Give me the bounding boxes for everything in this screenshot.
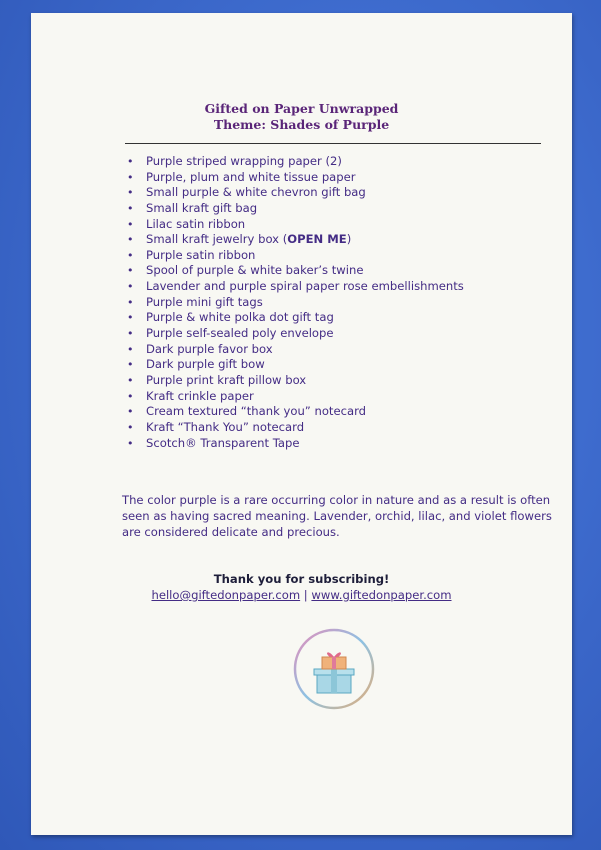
- email-link[interactable]: hello@giftedonpaper.com: [151, 588, 301, 602]
- list-item: • Kraft crinkle paper: [146, 389, 464, 405]
- list-item: • Dark purple favor box: [146, 342, 464, 358]
- list-item: • Lavender and purple spiral paper rose embellishments: [146, 279, 464, 295]
- description-paragraph: The color purple is a rare occurring color in nature and as a result is often seen as having sacred meaning. Lavender, orchid, lilac, and violet flowers are considered delicate and precious.: [122, 493, 552, 539]
- list-item-text: Small kraft jewelry box (: [146, 232, 288, 247]
- list-item: • Purple print kraft pillow box: [146, 373, 464, 389]
- list-item: • Purple mini gift tags: [146, 295, 464, 311]
- list-item: • Small kraft gift bag: [146, 201, 464, 217]
- contact-links: [31, 588, 572, 602]
- info-card: [31, 13, 572, 835]
- list-item: • Lilac satin ribbon: [146, 217, 464, 233]
- list-item: • Purple & white polka dot gift tag: [146, 310, 464, 326]
- card-title: Gifted on Paper Unwrapped: [204, 101, 399, 116]
- gift-stamp-logo: [292, 627, 376, 711]
- open-me-label: OPEN ME: [287, 232, 347, 247]
- list-item: • Purple striped wrapping paper (2): [146, 154, 464, 170]
- list-item: • Small purple & white chevron gift bag: [146, 185, 464, 201]
- card-theme: Theme: Shades of Purple: [213, 117, 390, 132]
- contents-list: [146, 154, 464, 451]
- list-item: • Kraft “Thank You” notecard: [146, 420, 464, 436]
- thanks-line: Thank you for subscribing!: [213, 572, 390, 586]
- list-item: [146, 232, 464, 248]
- list-item: • Purple satin ribbon: [146, 248, 464, 264]
- list-item: • Purple, plum and white tissue paper: [146, 170, 464, 186]
- list-item: • Dark purple gift bow: [146, 357, 464, 373]
- list-item: • Spool of purple & white baker’s twine: [146, 263, 464, 279]
- list-item-text: ): [346, 232, 352, 247]
- divider: [125, 143, 541, 144]
- list-item: • Cream textured “thank you” notecard: [146, 404, 464, 420]
- link-separator: |: [300, 588, 312, 602]
- list-item: • Purple self-sealed poly envelope: [146, 326, 464, 342]
- website-link[interactable]: www.giftedonpaper.com: [311, 588, 452, 602]
- list-item: • Scotch® Transparent Tape: [146, 436, 464, 452]
